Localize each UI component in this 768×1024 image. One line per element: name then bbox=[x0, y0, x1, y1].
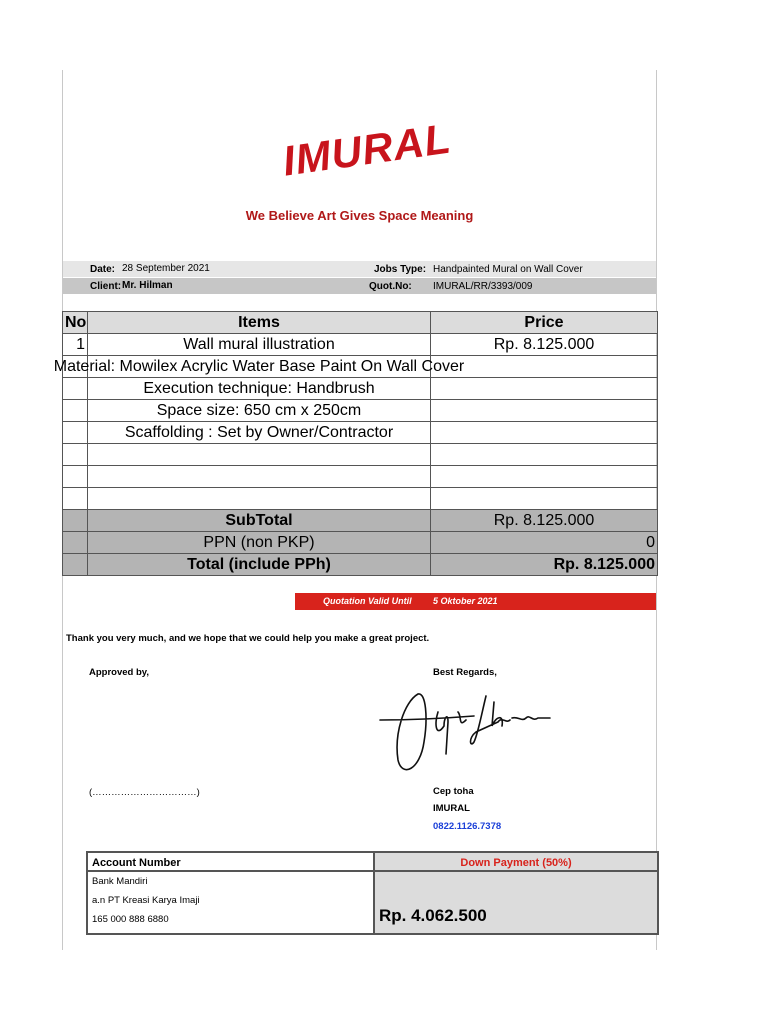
row-no bbox=[63, 400, 88, 422]
subtotal-value: Rp. 8.125.000 bbox=[431, 510, 658, 532]
approved-signature-line: (……………………………) bbox=[89, 787, 200, 798]
row-item: Space size: 650 cm x 250cm bbox=[88, 400, 431, 422]
tagline: We Believe Art Gives Space Meaning bbox=[245, 208, 474, 223]
bank-name: Bank Mandiri bbox=[92, 876, 148, 887]
row-no bbox=[63, 422, 88, 444]
date-value: 28 September 2021 bbox=[122, 263, 210, 274]
row-no: 1 bbox=[63, 334, 88, 356]
table-row bbox=[63, 356, 658, 378]
quot-no-value: IMURAL/RR/3393/009 bbox=[433, 281, 533, 292]
row-price bbox=[431, 356, 658, 378]
items-table bbox=[53, 311, 658, 576]
header-items: Items bbox=[88, 312, 431, 334]
down-payment-amount: Rp. 4.062.500 bbox=[374, 871, 658, 934]
table-header-row bbox=[63, 312, 658, 334]
thank-you-text: Thank you very much, and we hope that we could help you make a great project. bbox=[66, 633, 430, 644]
quot-no-label: Quot.No: bbox=[369, 281, 412, 292]
account-table bbox=[86, 851, 659, 935]
row-price bbox=[431, 400, 658, 422]
total-row bbox=[63, 554, 658, 576]
approved-by-label: Approved by, bbox=[89, 667, 149, 678]
row-price bbox=[431, 378, 658, 400]
header-price: Price bbox=[431, 312, 658, 334]
table-row-empty bbox=[63, 488, 658, 510]
account-number: 165 000 888 6880 bbox=[92, 914, 169, 925]
signature bbox=[378, 682, 553, 780]
ppn-value: 0 bbox=[431, 532, 658, 554]
total-label: Total (include PPh) bbox=[88, 554, 431, 576]
jobs-type-label: Jobs Type: bbox=[374, 264, 427, 275]
total-value: Rp. 8.125.000 bbox=[431, 554, 658, 576]
row-item: Wall mural illustration bbox=[88, 334, 431, 356]
row-item: Scaffolding : Set by Owner/Contractor bbox=[88, 422, 431, 444]
table-row-empty bbox=[63, 466, 658, 488]
table-row bbox=[63, 378, 658, 400]
subtotal-label: SubTotal bbox=[88, 510, 431, 532]
validity-date: 5 Oktober 2021 bbox=[433, 596, 498, 606]
row-item bbox=[53, 356, 465, 378]
row-price bbox=[431, 422, 658, 444]
row-price: Rp. 8.125.000 bbox=[431, 334, 658, 356]
signer-name: Cep toha bbox=[433, 786, 474, 797]
date-label: Date: bbox=[90, 264, 116, 275]
signer-phone: 0822.1126.7378 bbox=[433, 821, 502, 832]
header-no: No bbox=[63, 312, 88, 334]
down-payment-header: Down Payment (50%) bbox=[374, 852, 658, 871]
table-row bbox=[63, 422, 658, 444]
client-value: Mr. Hilman bbox=[122, 280, 173, 291]
validity-label: Quotation Valid Until bbox=[323, 596, 412, 606]
info-bar-date bbox=[63, 261, 656, 277]
table-row bbox=[63, 400, 658, 422]
best-regards-label: Best Regards, bbox=[433, 667, 497, 678]
account-details bbox=[87, 871, 374, 934]
subtotal-row bbox=[63, 510, 658, 532]
jobs-type-value: Handpainted Mural on Wall Cover bbox=[433, 264, 583, 275]
account-holder: a.n PT Kreasi Karya Imaji bbox=[92, 895, 200, 906]
row-no bbox=[63, 378, 88, 400]
table-row-empty bbox=[63, 444, 658, 466]
row-item: Execution technique: Handbrush bbox=[88, 378, 431, 400]
client-label: Client: bbox=[90, 281, 122, 292]
ppn-row bbox=[63, 532, 658, 554]
validity-bar bbox=[295, 593, 656, 610]
table-row bbox=[63, 334, 658, 356]
logo-text: IMURAL bbox=[279, 114, 455, 185]
info-bar-client bbox=[63, 278, 656, 294]
account-number-header: Account Number bbox=[87, 852, 374, 871]
ppn-label: PPN (non PKP) bbox=[88, 532, 431, 554]
imural-logo bbox=[279, 112, 455, 192]
row-item-text: Material: Mowilex Acrylic Water Base Paint On Wall Cover bbox=[53, 357, 465, 375]
signer-company: IMURAL bbox=[433, 803, 470, 814]
